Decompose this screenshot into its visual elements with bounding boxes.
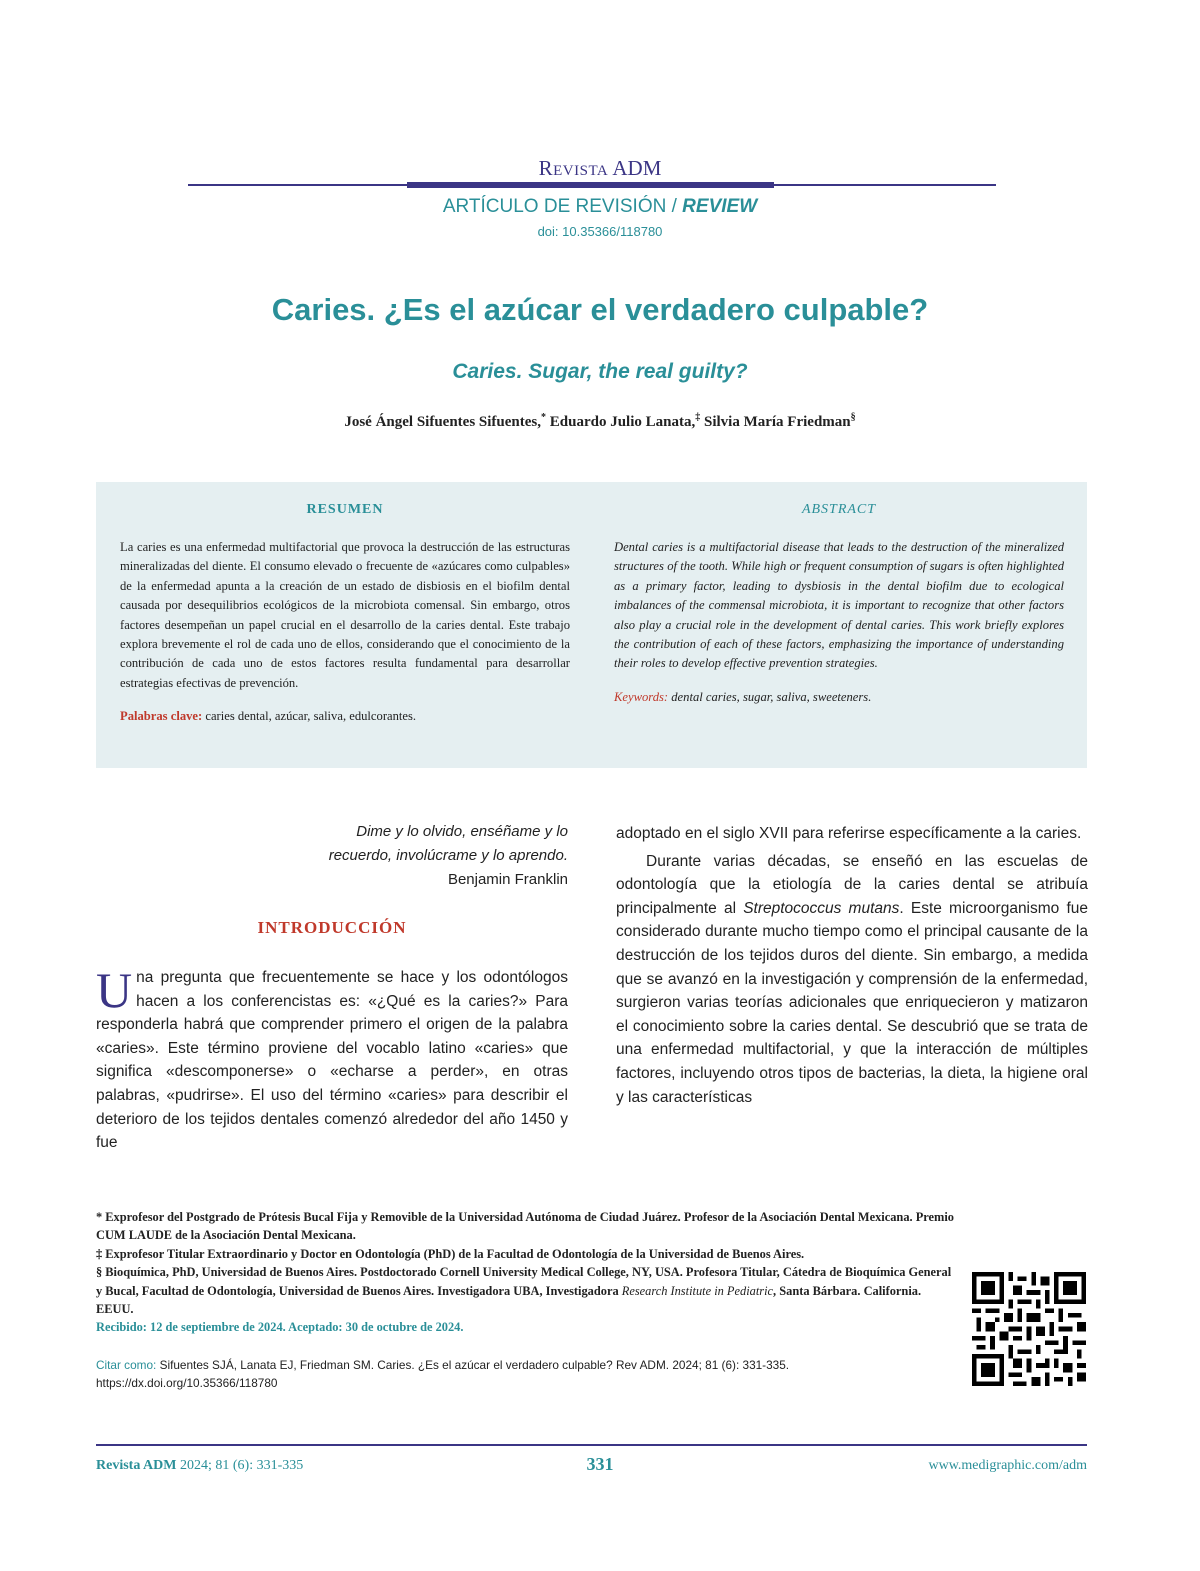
resumen-text: La caries es una enfermedad multifactorial que provoca la destrucción de las estructuras mineralizadas del diente. El consumo elevado o frecuente de «azúcares como culpables» de la enfermedad apunta a la creación de un estado de disbiosis en el biofilm dental causada por desequilibrios ecológicos de la microbiota comensal. Sin embargo, otros factores desempeñan un papel crucial en el desarrollo de la caries dental. Este trabajo explora brevemente el rol de cada uno de ellos, considerando que el conocimiento de la contribución de cada uno de estos factores resulta fundamental para desarrollar estrategias efectivas de prevención. — [120, 540, 570, 690]
footnote-1: * Exprofesor del Postgrado de Prótesis Bucal Fija y Removible de la Universidad Autónoma de Ciudad Juárez. Profesor de la Asociación Dental Mexicana. Premio CUM LAUDE de la Asociación Dental Mexicana. — [96, 1210, 955, 1243]
footer-website[interactable]: www.medigraphic.com/adm — [928, 1458, 1087, 1473]
resumen-heading: RESUMEN — [306, 502, 384, 517]
section-heading-introduction: INTRODUCCIÓN — [257, 918, 407, 937]
header-rule-accent — [407, 182, 774, 188]
citation-url[interactable]: https://dx.doi.org/10.35366/118780 — [96, 1376, 278, 1390]
authors: José Ángel Sifuentes Sifuentes,* Eduardo Julio Lanata,‡ Silvia María Friedman§ — [344, 412, 856, 430]
body-column-right — [616, 822, 1088, 1109]
resumen-column — [120, 502, 570, 724]
article-title: Caries. ¿Es el azúcar el verdadero culpable? — [271, 292, 929, 327]
footnote-2: ‡ Exprofesor Titular Extraordinario y Doctor en Odontología (PhD) de la Facultad de Odontología de la Universidad de Buenos Aires. — [96, 1246, 805, 1261]
intro-paragraph-2: Durante varias décadas, se enseñó en las escuelas de odontología que la etiología de la caries dental se atribuía principalmente al Streptococcus mutans. Este microorganismo fue considerado durante mucho tiempo como el principal causante de la destrucción de los tejidos duros del diente. Sin embargo, a medida que se avanzó en la investigación y comprensión de la enfermedad, surgieron varias teorías adicionales que enriquecieron y matizaron el conocimiento sobre la caries dental. Se descubrió que se trata de una enfermedad multifactorial, y que la interacción de múltiples factores, incluyendo otros tipos de bacterias, la dieta, la higiene oral y las características — [616, 852, 1088, 1106]
abstract-box — [96, 482, 1087, 768]
footnote-3: § Bioquímica, PhD, Universidad de Buenos Aires. Postdoctorado Cornell University Medical College, NY, USA. Profesora Titular, Cátedra de Bioquímica General y Bucal, Facultad de Odontología, Universidad de Buenos Aires. Investigadora UBA, Investigadora Research Institute in Pediatric, Santa Bárbara. California. EEUU. — [96, 1265, 952, 1317]
body-column-left — [96, 962, 568, 1155]
article-type: ARTÍCULO DE REVISIÓN / REVIEW — [442, 196, 758, 217]
qr-code-icon[interactable] — [972, 1272, 1086, 1386]
intro-paragraph-1: Una pregunta que frecuentemente se hace y los odontólogos hacen a los conferencistas es: «¿Qué es la caries?» Para responderla habrá que comprender primero el origen de la palabra «caries». Este término proviene del vocablo latino «caries» que significa «descomponerse» o «echarse a perder», en otras palabras, «pudrirse». El uso del término «caries» para describir el deterioro de los tejidos dentales comenzó alrededor del año 1450 y fue — [96, 962, 568, 1152]
abstract-heading: ABSTRACT — [801, 502, 877, 517]
intro-paragraph-1-cont: adoptado en el siglo XVII para referirse específicamente a la caries. — [616, 825, 1082, 842]
article-subtitle: Caries. Sugar, the real guilty? — [452, 360, 748, 383]
received-accepted: Recibido: 12 de septiembre de 2024. Aceptado: 30 de octubre de 2024. — [96, 1320, 464, 1334]
citation: Citar como: Sifuentes SJÁ, Lanata EJ, Friedman SM. Caries. ¿Es el azúcar el verdadero culpable? Rev ADM. 2024; 81 (6): 331-335. https://dx.doi.org/10.35366/118780 — [96, 1358, 790, 1390]
abstract-text: Dental caries is a multifactorial disease that leads to the destruction of the mineralized structures of the tooth. While high or frequent consumption of sugars is often highlighted as a primary factor, leading to dysbiosis in the dental biofilm due to ecological imbalances of the commensal microbiota, it is important to recognize that other factors also play a crucial role in the development of dental caries. This work briefly explores the contribution of each of these factors, emphasizing the importance of understanding their roles to develop effective prevention strategies. — [614, 540, 1064, 671]
footer-rule — [96, 1444, 1087, 1446]
journal-name: Revista ADM — [538, 156, 662, 180]
epigraph: Dime y lo olvido, enséñame y lo recuerdo, involúcrame y lo aprendo. Benjamin Franklin — [200, 820, 568, 892]
dropcap: U — [96, 962, 133, 1018]
resumen-keywords: Palabras clave: caries dental, azúcar, saliva, edulcorantes. — [120, 709, 417, 724]
footer-journal-ref: Revista ADM 2024; 81 (6): 331-335 — [96, 1458, 304, 1473]
affiliation-footnotes — [96, 1208, 956, 1318]
epigraph-author: Benjamin Franklin — [447, 871, 568, 888]
page-number: 331 — [586, 1454, 614, 1474]
doi[interactable]: doi: 10.35366/118780 — [537, 224, 663, 239]
abstract-column — [614, 502, 1064, 705]
abstract-keywords: Keywords: dental caries, sugar, saliva, sweeteners. — [614, 689, 872, 704]
